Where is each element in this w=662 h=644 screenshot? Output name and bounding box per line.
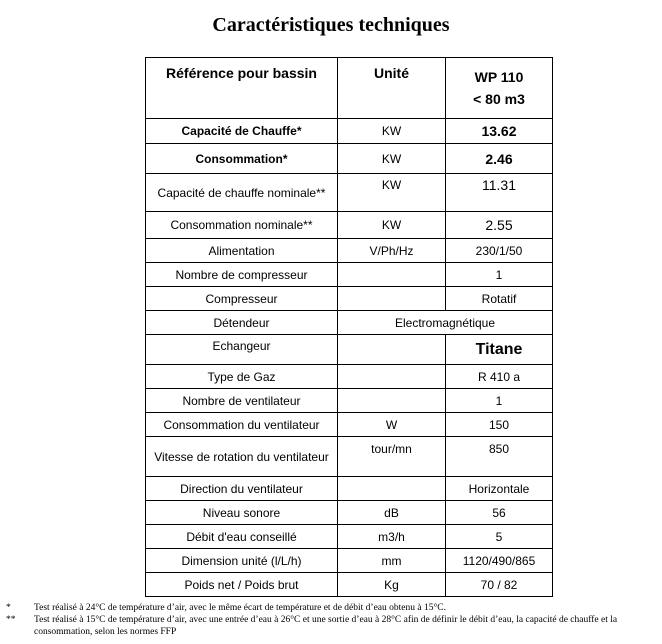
page-title: Caractéristiques techniques (212, 14, 450, 36)
footnote-mark: ** (6, 615, 16, 625)
row-label: Type de Gaz (146, 365, 338, 389)
header-model-volume: < 80 m3 (473, 91, 525, 107)
row-unit: dB (338, 501, 446, 525)
row-unit: tour/mn (338, 437, 446, 477)
header-model (446, 58, 553, 119)
row-label: Débit d'eau conseillé (146, 525, 338, 549)
table-row (146, 311, 553, 335)
header-model-name: WP 110 (474, 69, 524, 85)
table-row (146, 144, 553, 174)
row-value: 2.46 (446, 144, 553, 174)
table-header-row (146, 58, 553, 119)
row-unit: KW (338, 174, 446, 212)
row-unit: W (338, 413, 446, 437)
table-row (146, 573, 553, 597)
row-unit: KW (338, 144, 446, 174)
footnotes (6, 602, 656, 638)
row-label: Nombre de ventilateur (146, 389, 338, 413)
row-unit: mm (338, 549, 446, 573)
row-value: 150 (446, 413, 553, 437)
table-row (146, 212, 553, 239)
table-row (146, 413, 553, 437)
row-label: Capacité de chauffe nominale** (146, 174, 338, 212)
row-unit (338, 389, 446, 413)
table-row (146, 263, 553, 287)
header-unit: Unité (338, 58, 446, 119)
table-row (146, 389, 553, 413)
table-row (146, 477, 553, 501)
table-row (146, 335, 553, 365)
row-label: Consommation nominale** (146, 212, 338, 239)
row-unit: KW (338, 119, 446, 144)
row-label: Niveau sonore (146, 501, 338, 525)
row-value: 850 (446, 437, 553, 477)
table-row (146, 549, 553, 573)
row-unit (338, 263, 446, 287)
table-row (146, 525, 553, 549)
row-value: Titane (446, 335, 553, 365)
row-value: 230/1/50 (446, 239, 553, 263)
footnote (6, 614, 656, 638)
row-unit: KW (338, 212, 446, 239)
row-label: Direction du ventilateur (146, 477, 338, 501)
row-label: Poids net / Poids brut (146, 573, 338, 597)
row-value: 56 (446, 501, 553, 525)
row-label: Consommation* (146, 144, 338, 174)
row-label: Nombre de compresseur (146, 263, 338, 287)
row-value: Electromagnétique (338, 311, 553, 335)
row-label: Dimension unité (l/L/h) (146, 549, 338, 573)
row-label: Consommation du ventilateur (146, 413, 338, 437)
row-value: 1 (446, 263, 553, 287)
row-unit: V/Ph/Hz (338, 239, 446, 263)
table-row (146, 239, 553, 263)
row-value: 11.31 (446, 174, 553, 212)
row-value: Horizontale (446, 477, 553, 501)
row-label: Détendeur (146, 311, 338, 335)
row-unit (338, 335, 446, 365)
row-label: Echangeur (146, 335, 338, 365)
table-row (146, 119, 553, 144)
table-row (146, 174, 553, 212)
footnote (6, 602, 656, 614)
row-label: Compresseur (146, 287, 338, 311)
table-row (146, 501, 553, 525)
row-value: 70 / 82 (446, 573, 553, 597)
row-unit (338, 365, 446, 389)
footnote-text: Test réalisé à 24°C de température d’air, avec le même écart de température et de débit d’eau obtenu à 15°C. (34, 603, 446, 613)
row-value: 1120/490/865 (446, 549, 553, 573)
row-unit (338, 287, 446, 311)
row-label: Capacité de Chauffe* (146, 119, 338, 144)
header-reference: Référence pour bassin (146, 58, 338, 119)
specs-table (145, 57, 553, 597)
row-unit: m3/h (338, 525, 446, 549)
footnote-mark: * (6, 603, 11, 613)
row-value: R 410 a (446, 365, 553, 389)
table-row (146, 365, 553, 389)
row-unit: Kg (338, 573, 446, 597)
row-label: Vitesse de rotation du ventilateur (146, 437, 338, 477)
table-row (146, 437, 553, 477)
row-label: Alimentation (146, 239, 338, 263)
row-value: 13.62 (446, 119, 553, 144)
row-value: 2.55 (446, 212, 553, 239)
table-row (146, 287, 553, 311)
row-value: Rotatif (446, 287, 553, 311)
row-value: 5 (446, 525, 553, 549)
row-value: 1 (446, 389, 553, 413)
row-unit (338, 477, 446, 501)
footnote-text: Test réalisé à 15°C de température d’air, avec une entrée d’eau à 26°C et une sortie d’eau à 28°C afin de définir le débit d’eau, la capacité de chauffe et la consommation, selon les normes FFP (34, 615, 618, 637)
